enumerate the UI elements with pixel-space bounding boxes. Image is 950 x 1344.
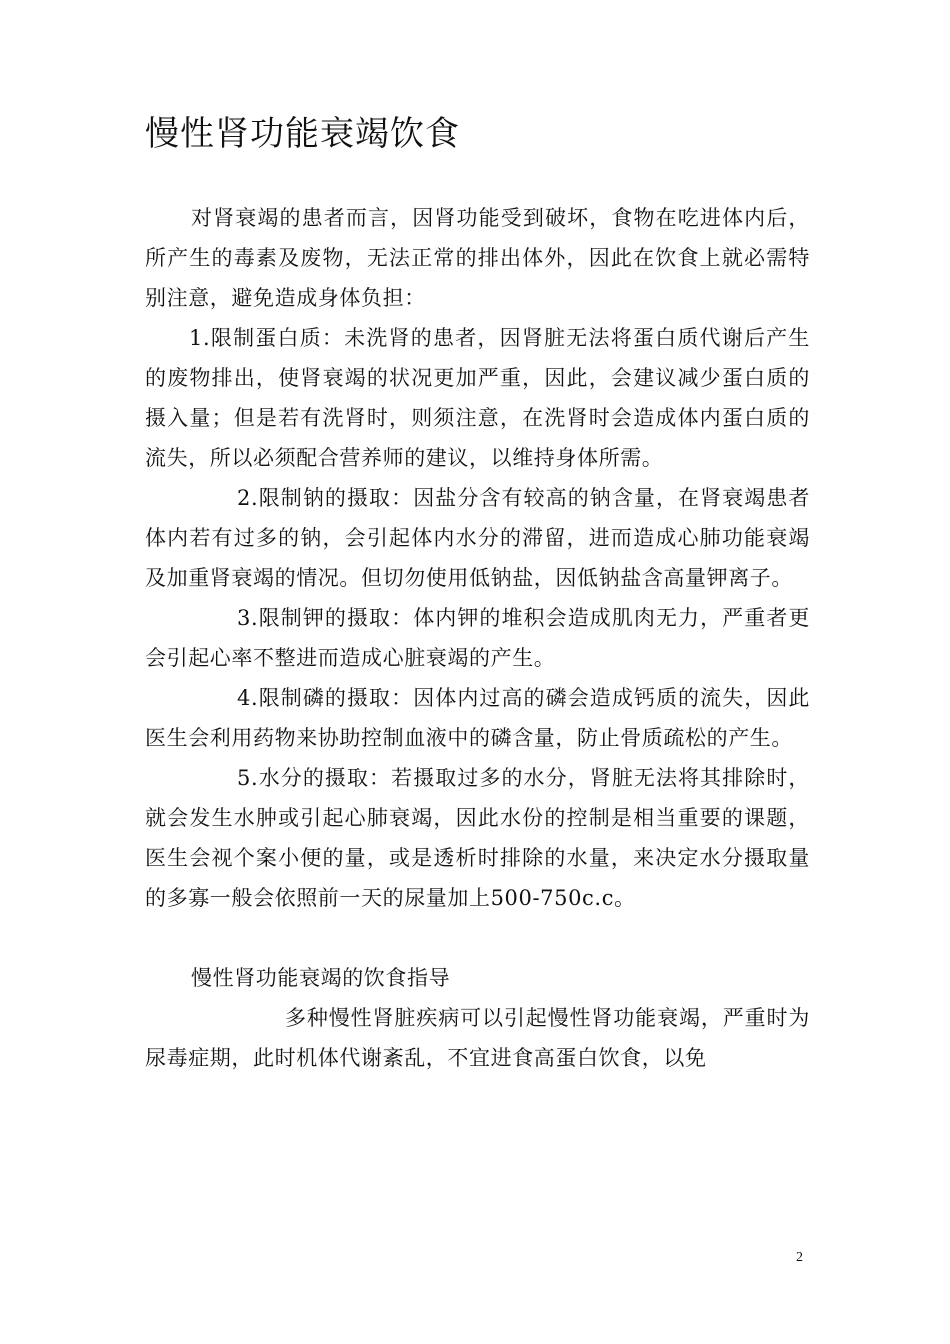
paragraph-gap <box>145 918 810 958</box>
list-item-phosphorus: 4.限制磷的摄取：因体内过高的磷会造成钙质的流失，因此医生会利用药物来协助控制血液中的磷含量，防止骨质疏松的产生。 <box>145 686 810 750</box>
page-number: 2 <box>796 1250 803 1265</box>
intro-paragraph: 对肾衰竭的患者而言，因肾功能受到破坏，食物在吃进体内后，所产生的毒素及废物，无法正常的排出体外，因此在饮食上就必需特别注意，避免造成身体负担： <box>145 206 810 310</box>
closing-paragraph: 多种慢性肾脏疾病可以引起慢性肾功能衰竭，严重时为尿毒症期，此时机体代谢紊乱，不宜进食高蛋白饮食，以免 <box>145 1006 810 1070</box>
list-item-potassium: 3.限制钾的摄取：体内钾的堆积会造成肌肉无力，严重者更会引起心率不整进而造成心脏衰竭的产生。 <box>145 606 810 670</box>
page-title: 慢性肾功能衰竭饮食 <box>145 114 460 154</box>
section-subheading: 慢性肾功能衰竭的饮食指导 <box>191 966 451 990</box>
list-item-sodium: 2.限制钠的摄取：因盐分含有较高的钠含量，在肾衰竭患者体内若有过多的钠，会引起体内水分的滞留，进而造成心肺功能衰竭及加重肾衰竭的情况。但切勿使用低钠盐，因低钠盐含高量钾离子。 <box>145 486 810 590</box>
document-body <box>145 198 810 1078</box>
list-item-protein: 1.限制蛋白质：未洗肾的患者，因肾脏无法将蛋白质代谢后产生的废物排出，使肾衰竭的状况更加严重，因此，会建议减少蛋白质的摄入量；但是若有洗肾时，则须注意，在洗肾时会造成体内蛋白质的流失，所以必须配合营养师的建议，以维持身体所需。 <box>145 326 810 470</box>
list-item-water: 5.水分的摄取：若摄取过多的水分，肾脏无法将其排除时，就会发生水肿或引起心肺衰竭，因此水份的控制是相当重要的课题，医生会视个案小便的量，或是透析时排除的水量，来决定水分摄取量的多寡一般会依照前一天的尿量加上500-750c.c。 <box>145 766 810 910</box>
